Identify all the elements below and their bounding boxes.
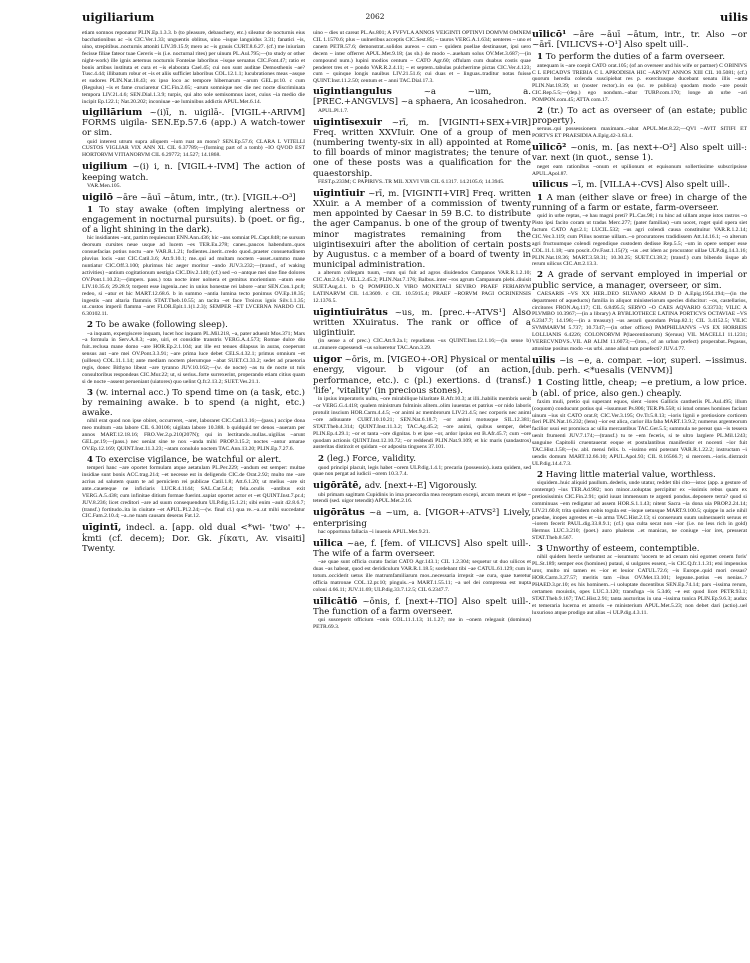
definition-text: ~rī, m. [VIGINTI+VIR] Freq. written XXuir. a A member of a commission of twenty men appointed by Caesar in 59 B.C. to distribute the ager Campanus. b one of the group of twenty minor magistrates remaining from the uigintisexuiri after the abolition of certain posts by Augustus. c a member of a board of twenty in municipal administration. xyxy=(313,188,531,271)
headword: uīgintiangulus xyxy=(313,86,392,98)
column-1 xyxy=(82,30,305,960)
entry-definition xyxy=(313,481,531,491)
headword: uīlis xyxy=(532,354,556,366)
entry-definition xyxy=(313,118,531,179)
definition-text: adv. [next+-E] Vigorously. xyxy=(364,481,478,492)
dictionary-entry xyxy=(82,162,305,189)
citations: APUL.Pl.1.7. xyxy=(318,107,349,114)
sense-number: 4 xyxy=(87,454,93,465)
dictionary-entry xyxy=(313,87,531,114)
sense-citations: antequam is ~are coepit CATO orat.105; (of an overseer and his wife or partner) C OBINIVS C L EPICADVS TREBIA C L APRODISIA HIC ~ARVNT ANNOS XIII CIL 10.5081; (cf.) quorum heredia colenda suscipiebat res p. exercitusque ducebant senatu illis ~ante PLIN.Nat.18.39; ut (noster rector)..in ea (sc. re publica) quodam modo ~are possit CIC.Rep.5.5;—(dep.) ego nondum..~abar TURP.com.170; longe ab urbe ~ari POMPON.com.45; ATTA com.17. xyxy=(532,62,747,104)
sense-number: 2 xyxy=(318,454,324,465)
sense-text: A grade of servant employed in imperial or public service, a manager, overseer, or sim. xyxy=(532,270,747,291)
entry-definition xyxy=(82,108,305,139)
definition-text: ~ī, m. [VILLA+-CVS] Also spelt uill-. xyxy=(570,180,730,191)
definition-text: ~āre ~āuī ~ātum, intr., tr. Also ~or ~ārī. [VILICVS+-O¹] Also spelt uill-. xyxy=(532,30,747,51)
headword: uīlicātiō xyxy=(313,595,358,607)
definition-text: ~ōnis, f. [next+-TIO] Also spelt uill-. The function of a farm overseer. xyxy=(313,596,531,617)
sense-citations: seruus..qui possessionem maximam..~abat APUL.Met.8.22;—QVI ~AVIT SITIFI ET PORTVS ET PRAESIDIA A.Epig.42-3.63.4. xyxy=(532,126,747,140)
dictionary-entry xyxy=(313,539,531,594)
definition-text: ~us, m. [prec.+-ATVS¹] Also written XXuiratus. The rank or office of a uigintiuir. xyxy=(313,307,531,339)
definition-text: ~āre ~āuī ~ātum, intr., (tr.). [VIGIL+-O³] xyxy=(115,192,296,203)
entry-definition xyxy=(313,508,531,528)
headword: uīgintīuirātus xyxy=(313,306,388,318)
definition-text: ~is ~e, a. compar. ~ior, superl. ~issimus. [dub. perh. <*uesalis (VENVM)] xyxy=(532,355,747,377)
entry-definition xyxy=(82,193,305,203)
column-3 xyxy=(532,30,747,960)
sense-definition xyxy=(532,378,747,398)
entry-definition xyxy=(532,30,747,50)
headword: uigor xyxy=(313,354,342,366)
entry-definition xyxy=(313,189,531,271)
sense-number: 1 xyxy=(537,52,543,63)
running-head xyxy=(82,10,748,26)
dictionary-entry xyxy=(313,355,531,451)
dictionary-entry xyxy=(313,118,531,186)
sense-citations: temperi hanc ~are oportet formulam atque aetatulam PL.Per.229; ~andum est semper: multae insidiae sunt bonis ACC.trag.214; ~et necesse est in deligendo CIC.de Orat.2.92; multo me ~are acrius ad salutem quam te ad perniciem rei publicae Catil.1.8; Att.6.1.20; ut melius ~are sit ante..caueteque ne inficiaris LUCR.4.1144; SAL.Cat.54.4; fela..oculis ~antibus exit VERG.A.5.438; cum infinitae ditium formae fuerint..sapiat oportet actor et ~et QUINT.Inst.7.pr.4; JUV.8.236; licet creditori ~are ad suum consequendum ULP.dig.15.1.21; sibi enim ~auit 42.8.6.7; (transf.) fortitudo..ita in ciuitate ~et APUL.Pl.2.24;—(w. final cl.) qua re..~a..ut mihi succedatur CIC.Fam.2.10.4; ~a..ne tuam causam deseras Fat.12. xyxy=(82,465,305,520)
sense-definition xyxy=(532,470,747,480)
entry-definition xyxy=(313,355,531,396)
dictionary-entry xyxy=(313,597,531,631)
sense-citations: CAESARIS ~VS XX HER..DEO SILVANO ARAM D D A.Epig.1954.194;—(in the department of aqueducts) familia in aliquot ministeriorum species diducitur: ~os, castellarios, circitores FRON.Aq.117; CIL 6.8495.5; SERVO ~O CAES AQVARIO 6.33733; VILIC A PLVMBO 10.3967;—(in a library) A BYBLIOTHECE LATINA PORTICVS OCTAVIAE ~VS 6.2347.7; 14.196;—(in a treasury) ~us aerarii quondam Priap.82.1; CIL 3.4152.5; VILIC SVMMARVM 5.737; 10.7347;—(in other offices) PAMPHILIANVS ~VS EX HORREIS LOLLIANIS 6.4226; COLONORVM P(laecentinorum) S(eruus) VIL MACELLI 11.1231; VERECVNDVS..VIL AB ALIM 11.6073;—(iron., of an urban prefect) properabat..Pegasus, attonitae positus modo ~us urbi. anne aliud tum praefecti? JUV.4.77. xyxy=(532,290,747,352)
sense-citations: faxim muli, pretio qui superant equos, sient ~iores Gallicis cantheriis PL.Aul.495; illum (coquom) conducunt potius qui ~issumust Ps.806; TER.Ph.558; si istud omnes homines faciant uinum ~ius sit CATO orat.8; CIC.Ver.3.195; Ov.Tr.5.8.13; ~ioris lignii e pretiosiore corticem fieri PLIN.Nat.16.232; (lens) ~ior est alica, carior illa faba MART.13.9.2; numerus argenteorum facilior usui est promisca ac uilia mercantibus TAC.Ger.5.5; summula ne pereat qua ~is tessera uenit frumenti JUV.7.174;—(transf.) tu te ~em feceris, si te ultro largiere PL.Mil.1243; sanguine Capitolii cruentauerat eoque et postulantibus manifestior et nocenti ~ior fuit TAC.Hist.1.58;—(w. abl. mensi felix. b. ~issimo emi poterant VAR.R.1.22.2; instructam ~i uendis domum MART.12.66.10; APUL.Apol.93; CIL 8.16566.7; si mercem..~ioris..distraxit ULP.dig.14.4.7.3. xyxy=(532,398,747,467)
headword: uīgintī, xyxy=(82,522,122,534)
definition-text: indecl. a. [app. old dual <*wi- 'two' +-ḱmti (cf. decem); Dor. Gk. ϝίκατι, Av. visaiti] Twenty. xyxy=(82,523,305,554)
definition-text: ~a ~um, a. [VIGOR+-ATVS²] Lively, enterprising xyxy=(313,508,531,529)
entry-definition xyxy=(313,539,531,559)
sense-number: 2 xyxy=(537,270,543,281)
sense-text: Unworthy of esteem, contemptible. xyxy=(545,544,700,555)
citations: ~ae quae sunt officia curato faciat CATO Agr.143.1; CIL 1.2.304; sequetur ut duo uilicos et duas ~as habeat, quod est deridiculum VAR.R.1.18.5; sordebant tibi ~ae CATUL.61.129; cum in totum..occiderit uetus ille matrumfamiliarum mos..necessaria irrepsit ~ae cura, quae tueretur officia matronae COL.12.pr.10; pinguis..~a MART.1.55.11; ~a uel dei compressa est nupta coloni 4.66.11; JUV.11.69; ULP.dig.33.7.12.5; CIL 6.2347.7. xyxy=(313,559,531,593)
sense-definition xyxy=(82,388,305,419)
sense-text: To be awake (following sleep). xyxy=(95,320,228,331)
definition-text: ~rī, m. [VIGINTI+SEX+VIR] Freq. written XXVIuir. One of a group of men (numbering twenty-six in all) appointed at Rome to fill boards of minor magistrates; the tenure of one of these posts was a qualification for the quaestorship. xyxy=(313,117,531,179)
sense-citations: hic insidiantes ~ant, partim requiescunt ENN.Ann.436; hic ~ans somniat PL.Capt.848; ne sursum deorsum cursites neue usque ad lucem ~es TER.Eu.278; canes..paucos habendum..quos consuefacias potius noctu ~are VAR.R.1.21; fodientes..inerit..credo quod..praeter consuetudinem pluvius locis ~ant CIC.Catil.3.6; Att.9.10.1; me..qui ad multam noctem ~asset..summo mane nuntiatur CIC.Off.3.100; plurimus hic aeger moritur ~ando JUV.3.232;—(transf., of waking activities) ~antium cogitationum uestigia CIC.Div.2.140; (cf.) sed ~o ~antque mei sine fine dolores OV.Pont.1.10.23;—(impers. pass.) tota nocte inter uolnera et gemitus morientium ~atum esse LIV.10.35.6; 29.28.9; torpent esse ingenia..nec in unius honestae rei labore ~atur SEN.Con.1.pr.8; redeo, si ~atur et hic MART.12.68.6. b in summo ~antia lumina tecto ponimus OV.Ep.18.35; ingestis ~ant altaria flammis STAT.Theb.10.55; an tacita ~et face Troicus ignis Silv.1.1.35; ut..custos imperii flamma ~aret FLOR.Epit.1.1(1.2.3); SEMPER ~ET LVCERNA NARDO CIL 6.30102.11. xyxy=(82,235,305,318)
headword: uīlica xyxy=(313,537,343,549)
citations: hac opportuna fallacia ~i iuuenis APUL.Met.9.21. xyxy=(318,528,430,535)
headword: uīlicō¹ xyxy=(532,30,567,40)
sense-definition xyxy=(532,270,747,290)
sense-text: To stay awake (often implying alertness or engagement in nocturnal pursuits). b (poet. or fig., of a light shining in the dark). xyxy=(82,204,305,236)
sense-citations: nihil erat quod non ipse obiret, occurreret, ~aret, laboraret CIC.Catil.3.16;—(pass.) accipe dona meo multum ~ata labore CIL 6.30106; uigilata labore 10.388. b quidquid ter denos ~aueram per annos MART.12.18.16; FRO.Ver.2.p.210(207N); qui in lectitando..nullas..uigilias ~arunt GEL.pr.19;—(pass.) nec ueniat sine te nox ~anda mihi PROP.3.15.2; noctes ~antur amarae OV.Ep.12.169; QUINT.Inst.11.3.23; ~atam conululo noctem TAC.Ann.13.20; PLIN.Ep.7.27.6. xyxy=(82,418,305,452)
continued-text: uino ~ dies ut careat PL.As.801; A FVFVLA ANNOS VEIGINTI OPTINVI DOMVM OMNEM CIL 1.1570.6; plus ~ uulneribus acceptis CIC.Sest.85; ~ tauros VERG.A.1.634; uenteres ~ uno et canem PETR.57.6; demonstrat..solidos aureos ~ cum ~ quidem puellae destinasset, ipsi uero decem ~ inter offerret APUL.Met.9.18; (as sb.) de modo ~..aueham solus OV.Met.3.687;—(in compound num.) lupini modios centum ~ CATO Agr.60; offulam cum duabus costis quae penderet tres et ~ pondo VAR.R.2.4.11; ~ et septem..tabulas pulcherrime pictas CIC.Ver.4.123; cum ~ quinque longis nauibus LIV.21.51.6; cui duas et ~ linguas..traditur notas fuisse QUINT.Inst.11.2.50; centum et ~ anni TAC.Dial.17.3. xyxy=(313,30,531,85)
sense-number: 3 xyxy=(537,544,543,555)
sense-definition xyxy=(313,454,531,464)
sense-text: (leg.) Force, validity. xyxy=(326,454,416,465)
column-2 xyxy=(313,30,531,960)
entry-definition xyxy=(313,87,531,107)
sense-text: (tr.) To act as overseer of (an estate; public property). xyxy=(532,106,747,127)
headword: uigiliārium xyxy=(82,106,143,118)
sense-definition xyxy=(532,106,747,126)
sense-definition xyxy=(82,455,305,465)
citations: FEST.p.233M; C PAPIRIVS..TR MIL XXVI VIR CIL 6.1317. 14.2105.6; 14.3945. xyxy=(318,178,505,185)
dictionary-entry xyxy=(82,108,305,159)
citations: VAR.Men.105. xyxy=(87,182,121,189)
sense-number: 1 xyxy=(87,204,93,215)
sense-text: To exercise vigilance, be watchful or alert. xyxy=(95,454,282,465)
headword: uigōrātē, xyxy=(313,480,362,492)
sense-definition xyxy=(532,52,747,62)
headword: uigōrātus xyxy=(313,507,365,519)
entry-definition xyxy=(532,180,747,190)
citations: ubi primam sagittam Cupidinis in ima praecordia mea receptam excepi, arcum meum et ipse ~ tetendi (sed. uigor tetendit) APUL.Met.2.16. xyxy=(313,491,531,505)
headword: uīgintīsexuir xyxy=(313,116,382,128)
definition-text: ~ōris, m. [VIGEO+-OR] Physical or mental energy, vigour. b vigour (of an action, performance, etc.). c (pl.) exertions. d (transf.) 'life', 'vitality' (in precious stones). xyxy=(313,355,531,396)
citations: in ipsius imperatoris uultu, ~ore mirabilique hilaritate B.Afr.10.3; at illi..habilis membris uenit ~or VERG.G.4.418; qualem ministrum fulminis alitem..olim iuuentas et patrius ~or nido laboris protulit inscium HOR.Carm.4.4.5; ~or animi ac membrorum LIV.21.4.5; nec corporis nec animi ~ore adiuuante CURT.10.10.21; SEN.Nat.6.18.7; ~or animi motusque SIL.12.381; STAT.Theb.4.314; QUINT.Inst.11.3.2; TAC.Ag.45.2; ~ore animi, quibus semper, debet PLIN.Ep.4.29.1; ~or et tanta ~ore dignitas. b et ipse ~or, ardor ipsius est B.Afr.45.7; cum ~ore quodam actionis QUINT.Inst.12.10.72; ~or reddendi PLIN.Nat.9.109; et hic maris (sandastros) austeritas distinxit et quidam ~or adposita tinguens 37.101. xyxy=(313,396,531,451)
sense-text: Costing little, cheap; ~e pretium, a low price. b (abl. of price, also gen.) cheaply. xyxy=(532,378,747,399)
sense-text: (w. internal acc.) To spend time on (a task, etc.) by remaining awake. b to spend (a night, etc.) awake. xyxy=(82,387,305,419)
entry-definition xyxy=(532,356,747,376)
entry-definition xyxy=(532,143,747,163)
sense-definition xyxy=(82,320,305,330)
headword: uigilō xyxy=(82,191,114,203)
citations: neget eam rationibus ~onum et upilionum et equisonum sollertissime subscripsisse APUL.Apol.87. xyxy=(532,163,747,177)
dictionary-entry xyxy=(313,189,531,305)
definition-text: ~(i) i, n. [VIGIL+-IVM] The action of keeping watch. xyxy=(82,162,305,183)
sense-number: 3 xyxy=(87,387,93,398)
sense-number: 2 xyxy=(537,469,543,480)
sense-citations: ~a inquam, expergiscere inquam, lucet hoc inquam PL.Mil.218, ~a, pater aduenit Mos.371; Mars ~a formula in Serv.A.8.3; ~ate, uiri, et considite transtris VERG.A.4.573; Romae dulce diu fuit..reclusa mane domo ~are HOR.Ep.2.1.104; aut ille est tenues dilapsus in auras, coeperunt sensus aut ~are mei OV.Pont.3.3.91; ~are prima luce debet CELS.4.32.1; primus omnium ~et (uilleus) COL.11.1.14; ante mediam noctem plerumque ~abat SUET.Cl.33.2; sedet ad praetoria regis, donec Bithyno libeat ~are tyranno JUV.10.162;—(w. de nocte) ~as tu de nocte ut tuis consultoribus respondeas CIC.Mur.22; ut, si serius..forte surrexerint, properando etiam citius quam si de nocte ~assent perueniant (uiatores) quo uelint Q.fr.2.13.2; SUET.Ves.21.1. xyxy=(82,330,305,385)
sense-citations: quid in urbe reptas, ~e hau magni preti? PL.Cas.98; i tu hinc ad uillam atque istos rastros ~o Pisto ipsi facito coram ut tradas Merc.277; (pater familias) ~um uocet, roget quid opera siet factum CATO Agr.2.1; LUCIL.532; ~us agri colendi causa constituitur VAR.R.1.2.14; CIC.Ver.3.119; cum Pilius nostrae uillam..~o procuratores tradidissem Att.14.16.1; ~o alterum agri fructuumque colendi regendique custodem dedisse Rep.5.5; ~um in opere semper esse COL.11.1.18; ~um poscit..Ov.Fast.1.15(?); ~us ..est idem ac procurator uillae ULP.dig.14.3.16; PLIN.Nat.18.36; MART.3.58.31; 10.30.25; SUET.Cl.38.2; (transf.) cum bibendo iisque ab rerum uilicus CIC.Att.2.13.3. xyxy=(532,213,747,268)
dictionary-entry xyxy=(313,508,531,535)
dictionary-entry xyxy=(82,523,305,554)
citations: qui susceperit officium ~onis COL.11.1.13; 11.1.27; me in ~onem relegauit (dominus) PETR.69.3. xyxy=(313,617,531,630)
dictionary-entry xyxy=(532,30,747,140)
sense-definition xyxy=(532,193,747,213)
sense-citations: siquidem..huic aliquid paullum..dederis, unde utatur, reddet tibi cito—istoc (app. a gesture of contempt) ~ius TER.Ad.982; non minor..uoluptas percipitur ex ~issimis rebus quam ex pretiosissimis CIC.Fin.2.91; quid iuuat immensum te argenti pondus..deponere terra? quod si comminuas ~em redigatur ad assem HOR.S.1.1.43; nitent Sacra ~ia dona uia PROP.2.24.14; LIV.21.60.8; trita quidem nobis togula est ~isque uetusque MART.9.100.5; quippe in acie nihil praedae, inopes agrestes et ~ia arma TAC.Hist.2.13; si conseruum suum uulnerauerit seruus et ~iorem fecerit PAUL.dig.33.8.9.1; (cf.) qua culta secat non ~ior (i.e. no less rich in gold) Hermus LUC.3.210; (poet.) auro phaleras ..et manicas, ne coniuge ~ior iret, presserat STAT.Theb.8.567. xyxy=(532,479,747,542)
headword: uigilium xyxy=(82,161,128,173)
dictionary-entry xyxy=(82,193,305,521)
citations: a alterum collegam tuum, ~rum qui fuit ad agros diuidendos Campanos VAR.R.1.2.10; CIC.Att.2.6.2; VELL.2.45.2; PLIN.Nat.7.176; Balbus..inter ~ros agrum Campanum plebi..diuisit SUET.Aug.4.1. b Q POMPEIO..X VIRO MONETALI SEVIRO PRAEF FERIARVM LATINARVM CIL 14.3609. c CIL 10.5915.4; PRAEF ~RORVM PAGI OCRINENSIS 12.1376.5. xyxy=(313,270,531,304)
citations: quid interest utrum supra aliquem ~ium ruat an mons? SEN.Ep.57.6; CLARA L VITELLI CUSTOS VIGLIAR VIX ANN XL CIL 6.37789;—(forming part of a tomb) ~IO QVOD EST HORTORVM VITIANORVM CIL 6.29772; 14.527; 14.1868. xyxy=(82,138,305,159)
definition-text: ~(i)ī, n. uigilā-. [VIGIL+-ARIVM] FORMS uigila- SEN.Ep.57.6 (app.) A watch-tower or sim. xyxy=(82,107,305,139)
dictionary-entry xyxy=(313,308,531,352)
entry-definition xyxy=(313,308,531,339)
headword: uīlicus xyxy=(532,179,569,191)
sense-definition xyxy=(82,205,305,236)
definition-text: ~onis, m. [as next+-O²] Also spelt uill-: var. next (in quot., sense 1). xyxy=(532,143,747,164)
sense-number: 2 xyxy=(537,106,543,117)
sense-text: A man (either slave or free) in charge of the running of a farm or estate, farm-overseer. xyxy=(532,192,747,213)
entry-definition xyxy=(82,523,305,554)
dictionary-entry xyxy=(313,454,531,478)
running-head-left: uigiliarium xyxy=(82,10,155,24)
entry-definition xyxy=(313,597,531,617)
entry-definition xyxy=(82,162,305,182)
sense-definition xyxy=(532,544,747,554)
sense-text: To perform the duties of a farm overseer. xyxy=(545,52,725,63)
citations: (in sense a of prec.) CIC.Att.9.2a.1; repudiatus ~us QUINT.Inst.12.1.16;—(in sense b) ut..munere capessendi ~us solueretur TAC.Ann.3.29. xyxy=(313,338,531,352)
sense-number: 1 xyxy=(537,192,543,203)
sense-text: Having little material value, worthless. xyxy=(545,469,716,480)
running-head-right: uilis xyxy=(720,10,748,24)
dictionary-entry xyxy=(313,481,531,505)
dictionary-entry xyxy=(532,356,747,617)
sense-number: 1 xyxy=(537,378,543,389)
definition-text: ~a ~um, a. [PREC.+ANGVLVS] ~a sphaera, An icosahedron. xyxy=(313,87,531,108)
page-number: 2062 xyxy=(365,12,385,21)
sense-citations: quod principi placuit, legis habet ~orem ULP.dig.1.4.1; precaria (possessio)..iusta quidem, sed quae non pergat ad iudicii ~orem 10.3.7.4. xyxy=(313,464,531,478)
headword: uīgintīuir xyxy=(313,187,365,199)
definition-text: ~ae, f. [fem. of VILICVS] Also spelt uill-. The wife of a farm overseer. xyxy=(313,538,531,559)
sense-number: 2 xyxy=(87,320,93,331)
dictionary-entry xyxy=(532,180,747,352)
sense-citations: nihil quidem hercle uerbumst ac ~issumum: 'uocem te ad cenam nisi egomet cenem foris' PL.St.189; semper eos (homines) putaui, si uulgares essent, ~is CIC.Q.fr.1.1.31; etsi impensius uror, multo mi tamen es ~ior et leuior CATUL.72.6; ~is Europe..quid mori cessas? HOR.Carm.3.27.57; meritis tam ~ibus OV.Met.13.101; legeane..potius ~es nenias..? PHAED.3.pr.10; ex his hominem..~i uoluptate ducentibus SEN.Ep.74.14; pars ~issima rerum, certamen mouistis, opes LUC.3.120; transfuga ~is 5.346; ~e est quod licet PETR.93.1; STAT.Theb.9.167; TAC.Hist.2.91; tanta auctoritas in una ~issima tunica PLIN.Ep.9.6.3; audax et temeraria lucerna et amoris ~e ministerium APUL.Met.5.23; non debet dari (actio)..uel luxurioso atque prodigo aut alias ~i ULP.dig.4.3.11. xyxy=(532,554,747,616)
continued-text: etiam somnos reponatur PLIN.Ep.1.3.3. b (to pleasure, debauchery, etc.) sileatur de nocturnis eius bacchationibus ac ~is CIC.Ver.1.33; unguentis oblitus, uino ~isque languidus 3.31; fanatici ~is, uino, strepitibus..nocturnis attoniti LIV.39.15.9; mero ac ~is grauis CURT.8.6.27. (cf.) me iniuriam fecisse filiae fateor tuae Cereris ~is (i.e. nocturnal rites) per uinum PL.Aul.795;—(to study or other night-work) ille ignis aeternus nocturnis Fonteiae laboribus ~isque seruatus CIC.Font.47; ratio et bonis artibus instituta et cura et ~is elaborata Cael.45; cui non sunt auditae Demosthenis ~ae? Tusc.4.44; illibatum robur et ~is et aliis sufficiet laboribus COL.12.1.1; lucubrationes meas ~asque et sudores PLIN.Nat.18.43; ex ipso loco ac tempore hibernarum ~arum GEL.pr.10. c cum (Regulus) ~is et fame cruciaretur CIC.Fin.2.65; ~arum somnique nec die nec nocte discriminata tempora LIV.21.4.6; SEN.Dial.1.3.9; turpis, qui alto sole semisomnus iacet, cuius ~ia medio die incipit Ep.122.1; Nat.20.202; inconiuae ~ae luminibus addictis APUL.Met.6.14. xyxy=(82,30,305,106)
headword: uīlicō² xyxy=(532,142,567,154)
dictionary-entry xyxy=(532,143,747,177)
